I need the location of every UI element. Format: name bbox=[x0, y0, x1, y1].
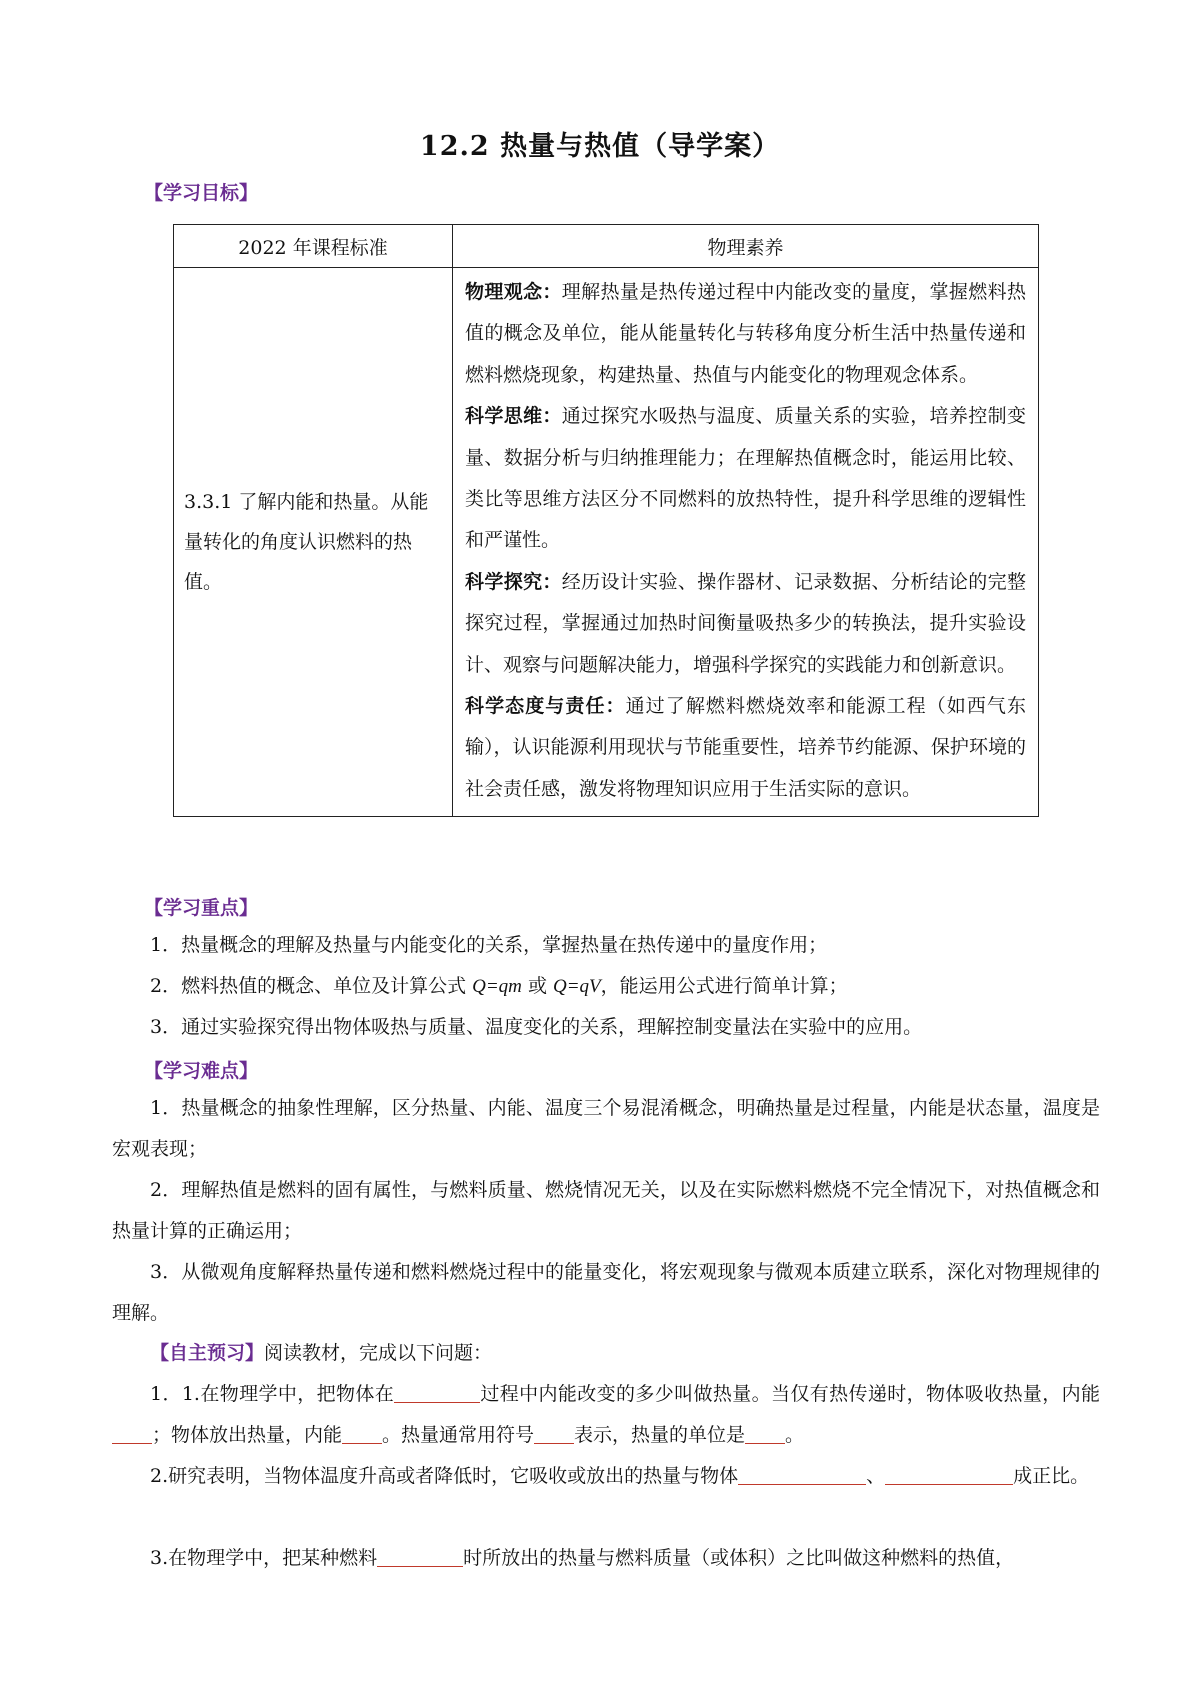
difficulty-item: 1．热量概念的抽象性理解，区分热量、内能、温度三个易混淆概念，明确热量是过程量，内能是状态量，温度是宏观表现； bbox=[112, 1097, 1100, 1160]
preview-intro-text: 阅读教材，完成以下问题： bbox=[264, 1342, 493, 1364]
literacy-text: 理解热量是热传递过程中内能改变的量度，掌握燃料热值的概念及单位，能从能量转化与转移角度分析生活中热量传递和燃料燃烧现象，构建热量、热值与内能变化的物理观念体系。 bbox=[465, 281, 1026, 386]
preview-question-3 bbox=[112, 1538, 1100, 1579]
answer-blank[interactable] bbox=[885, 1465, 1013, 1485]
literacy-text: 通过了解燃料燃烧效率和能源工程（如西气东输），认识能源利用现状与节能重要性，培养节约能源、保护环境的社会责任感，激发将物理知识应用于生活实际的意识。 bbox=[465, 695, 1026, 800]
answer-blank[interactable] bbox=[377, 1547, 463, 1567]
objectives-heading: 【学习目标】 bbox=[144, 182, 259, 204]
formula-mass: Q=qm bbox=[472, 976, 522, 997]
answer-blank[interactable] bbox=[112, 1424, 152, 1444]
question-text: 表示，热量的单位是 bbox=[574, 1424, 746, 1446]
key-point-item bbox=[112, 966, 1100, 1007]
answer-blank[interactable] bbox=[534, 1424, 574, 1444]
key-point-text: 或 bbox=[521, 975, 553, 997]
question-text: 1．1.在物理学中，把物体在 bbox=[150, 1383, 395, 1405]
literacy-label: 科学探究： bbox=[465, 570, 562, 593]
answer-blank[interactable] bbox=[394, 1383, 480, 1403]
literacy-item bbox=[465, 562, 1026, 686]
question-text: ；物体放出热量，内能 bbox=[152, 1424, 343, 1446]
preview-question-1 bbox=[112, 1374, 1100, 1456]
key-point-text: ，能运用公式进行简单计算； bbox=[600, 975, 848, 997]
answer-blank[interactable] bbox=[342, 1424, 382, 1444]
key-point-item: 3．通过实验探究得出物体吸热与质量、温度变化的关系，理解控制变量法在实验中的应用。 bbox=[150, 1016, 923, 1038]
question-text: 过程中内能改变的多少叫做热量。当仅有热传递时，物体吸收热量，内能 bbox=[480, 1383, 1100, 1405]
objectives-table bbox=[173, 224, 1039, 817]
formula-volume: Q=qV bbox=[553, 976, 601, 997]
literacy-text: 通过探究水吸热与温度、质量关系的实验，培养控制变量、数据分析与归纳推理能力；在理解热值概念时，能运用比较、类比等思维方法区分不同燃料的放热特性，提升科学思维的逻辑性和严谨性。 bbox=[465, 405, 1026, 552]
preview-heading: 【自主预习】 bbox=[150, 1342, 265, 1364]
question-text: 。热量通常用符号 bbox=[382, 1424, 535, 1446]
table-header-standard: 2022 年课程标准 bbox=[174, 225, 453, 268]
question-text: 、 bbox=[866, 1465, 886, 1487]
answer-blank[interactable] bbox=[738, 1465, 866, 1485]
key-point-item: 1．热量概念的理解及热量与内能变化的关系，掌握热量在热传递中的量度作用； bbox=[150, 934, 828, 956]
literacy-cell bbox=[453, 268, 1039, 817]
preview-intro bbox=[112, 1333, 1100, 1374]
literacy-text: 经历设计实验、操作器材、记录数据、分析结论的完整探究过程，掌握通过加热时间衡量吸热多少的转换法，提升实验设计、观察与问题解决能力，增强科学探究的实践能力和创新意识。 bbox=[465, 570, 1026, 676]
key-points-heading: 【学习重点】 bbox=[144, 897, 259, 919]
literacy-item bbox=[465, 272, 1026, 396]
difficulty-item: 2．理解热值是燃料的固有属性，与燃料质量、燃烧情况无关，以及在实际燃料燃烧不完全情况下，对热值概念和热量计算的正确运用； bbox=[112, 1179, 1100, 1242]
table-header-literacy: 物理素养 bbox=[453, 225, 1039, 268]
key-point-text: 2．燃料热值的概念、单位及计算公式 bbox=[150, 975, 473, 997]
literacy-item bbox=[465, 396, 1026, 562]
question-text: 成正比。 bbox=[1013, 1465, 1090, 1487]
question-text: 时所放出的热量与燃料质量（或体积）之比叫做这种燃料的热值， bbox=[463, 1547, 1015, 1569]
difficulty-item: 3．从微观角度解释热量传递和燃料燃烧过程中的能量变化，将宏观现象与微观本质建立联系，深化对物理规律的理解。 bbox=[112, 1261, 1100, 1324]
preview-question-2 bbox=[112, 1456, 1100, 1497]
question-text: 。 bbox=[785, 1424, 805, 1446]
literacy-label: 科学态度与责任： bbox=[465, 695, 626, 718]
page-title: 12.2 热量与热值（导学案） bbox=[419, 131, 781, 162]
question-text: 2.研究表明，当物体温度升高或者降低时，它吸收或放出的热量与物体 bbox=[150, 1465, 739, 1487]
literacy-label: 科学思维： bbox=[465, 405, 562, 428]
literacy-item bbox=[465, 686, 1026, 810]
literacy-label: 物理观念： bbox=[465, 281, 562, 303]
difficulties-heading: 【学习难点】 bbox=[144, 1060, 259, 1082]
question-text: 3.在物理学中，把某种燃料 bbox=[150, 1547, 378, 1569]
answer-blank[interactable] bbox=[745, 1424, 785, 1444]
curriculum-standard-cell: 3.3.1 了解内能和热量。从能量转化的角度认识燃料的热值。 bbox=[174, 268, 453, 817]
